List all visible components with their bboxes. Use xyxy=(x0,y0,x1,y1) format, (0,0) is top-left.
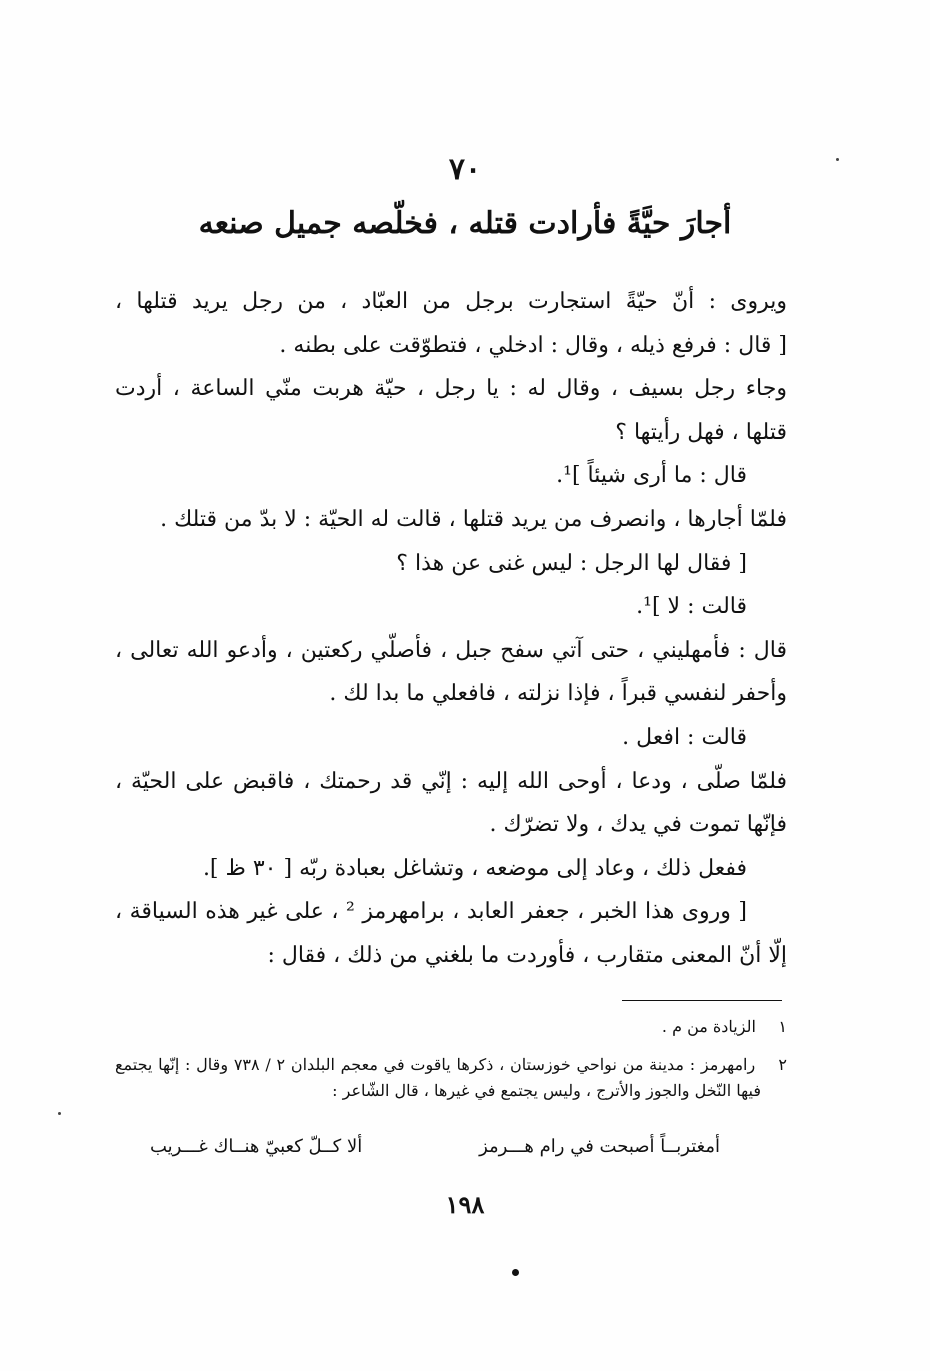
page-number: ١٩٨ xyxy=(445,1190,485,1219)
footnote-separator xyxy=(622,1000,782,1001)
paragraph-line: ففعل ذلك ، وعاد إلى موضعه ، وتشاغل بعبادة ربّه [ ٣٠ ظ ]. xyxy=(202,855,747,881)
verse-first-hemistich: أمغتربــاً أصبحت في رام هـــرمز xyxy=(479,1136,720,1157)
footnote-text: رامهرمز : مدينة من نواحي خوزستان ، ذكرها ياقوت في معجم البلدان ٢ / ٧٣٨ وقال : إنّها يجتمع xyxy=(115,1055,756,1074)
ink-speck xyxy=(836,158,839,161)
footnote-number: ١ xyxy=(778,1017,787,1036)
body-text xyxy=(115,280,787,978)
verse-second-hemistich: ألا كــلّ كعبيّ هنــاك غـــريب xyxy=(150,1136,363,1157)
footnote-2 xyxy=(115,1052,787,1078)
paragraph-line: وجاء رجل بسيف ، وقال له : يا رجل ، حيّة هربت منّي الساعة ، أردت xyxy=(115,376,787,402)
paragraph-line: فلمّا صلّى ، ودعا ، أوحى الله إليه : إنّي قد رحمتك ، فاقبض على الحيّة ، xyxy=(115,768,787,794)
paragraph-line: قال : فأمهليني ، حتى آتي سفح جبل ، فأصلّي ركعتين ، وأدعو الله تعالى ، xyxy=(115,637,787,663)
footnote-text: الزيادة من م . xyxy=(661,1017,756,1036)
footnote-number: ٢ xyxy=(778,1055,787,1074)
paragraph-line: قالت : لا ]¹. xyxy=(636,594,747,620)
footnote-2-continuation: فيها النّخل والجوز والأترج ، وليس يجتمع في غيرها ، قال الشّاعر : xyxy=(332,1081,761,1100)
chapter-number: ٧٠ xyxy=(448,152,482,187)
paragraph-line: قالت : افعل . xyxy=(622,724,747,750)
paragraph-line: وأحفر لنفسي قبراً ، فإذا نزلته ، فافعلي ما بدا لك . xyxy=(329,681,787,707)
paragraph-line: ويروى : أنّ حيّةً استجارت برجل من العبّاد ، من رجل يريد قتلها ، xyxy=(115,289,787,314)
paragraph-line: [ قال : فرفع ذيله ، وقال : ادخلي ، فتطوّقت على بطنه . xyxy=(279,332,787,358)
footnote-1 xyxy=(115,1014,787,1040)
footnotes xyxy=(115,1014,787,1104)
chapter-title: أجارَ حيَّةً فأرادت قتله ، فخلّصه جميل صنعه xyxy=(198,206,732,241)
paragraph-line: فإنّها تموت في يدك ، ولا تضرّك . xyxy=(489,812,787,838)
paragraph-line: قال : ما أرى شيئاً ]¹. xyxy=(556,463,747,489)
ink-speck xyxy=(58,1112,61,1115)
paragraph-line: إلّا أنّ المعنى متقارب ، فأوردت ما بلغني من ذلك ، فقال : xyxy=(267,942,787,968)
ink-dot xyxy=(512,1269,519,1276)
paragraph-line: قتلها ، فهل رأيتها ؟ xyxy=(615,419,787,445)
paragraph-line: [ فقال لها الرجل : ليس غنى عن هذا ؟ xyxy=(396,550,747,576)
paragraph-line: [ وروى هذا الخبر ، جعفر العابد ، برامهرمز ² ، على غير هذه السياقة ، xyxy=(115,899,748,925)
paragraph-line: فلمّا أجارها ، وانصرف من يريد قتلها ، قالت له الحيّة : لا بدّ من قتلك . xyxy=(160,506,787,532)
